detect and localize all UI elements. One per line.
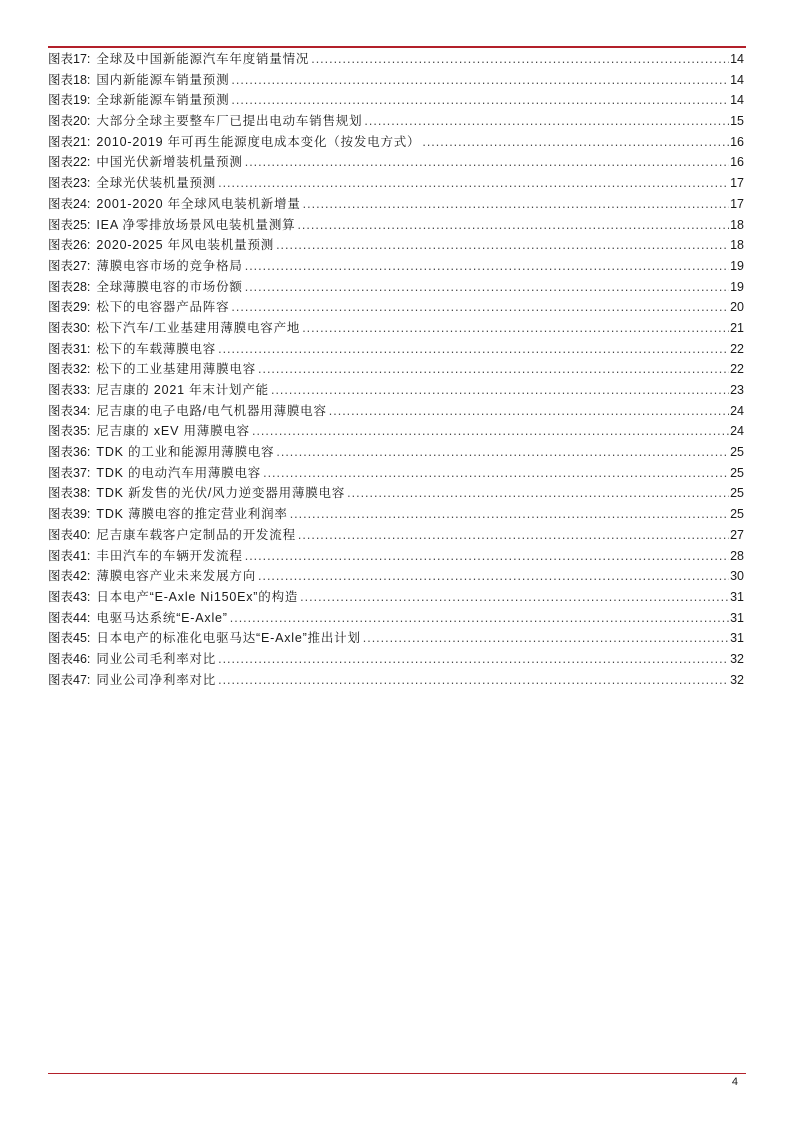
toc-entry-title: 国内新能源车销量预测 [96, 72, 230, 87]
toc-entry-number: 34 [73, 403, 87, 418]
toc-entry-title: 松下汽车/工业基建用薄膜电容产地 [96, 320, 301, 335]
toc-entry-title: 2001-2020 年全球风电装机新增量 [96, 196, 301, 211]
toc-entry-prefix: 图表 [48, 465, 74, 480]
toc-entry[interactable] [48, 215, 744, 236]
toc-dot-leader [218, 649, 729, 670]
toc-dot-leader [258, 359, 729, 380]
toc-entry-colon: : [86, 134, 91, 149]
toc-entry-number: 32 [73, 362, 87, 377]
toc-entry-prefix: 图表 [48, 238, 74, 253]
toc-entry[interactable] [48, 421, 744, 442]
toc-entry[interactable] [48, 152, 744, 173]
toc-entry-title: 尼吉康车载客户定制品的开发流程 [96, 527, 296, 542]
toc-entry[interactable] [48, 256, 744, 277]
toc-entry-number: 25 [73, 217, 87, 232]
toc-entry-colon: : [86, 672, 91, 687]
toc-entry-title: TDK 新发售的光伏/风力逆变器用薄膜电容 [96, 486, 346, 501]
toc-entry-page: 22 [730, 362, 744, 377]
toc-entry-colon: : [86, 217, 91, 232]
toc-dot-leader [297, 215, 729, 236]
toc-dot-leader [363, 628, 729, 649]
toc-dot-leader [347, 483, 729, 504]
toc-entry-page: 25 [730, 445, 744, 460]
toc-entry-page: 25 [730, 486, 744, 501]
toc-entry-number: 24 [73, 196, 87, 211]
toc-entry-prefix: 图表 [48, 300, 74, 315]
toc-entry-number: 19 [73, 93, 87, 108]
toc-entry-page: 19 [730, 279, 744, 294]
toc-entry-page: 22 [730, 341, 744, 356]
toc-dot-leader [300, 587, 729, 608]
toc-entry-colon: : [86, 507, 91, 522]
footer-rule [48, 1073, 746, 1074]
toc-entry-page: 17 [730, 176, 744, 191]
toc-entry-prefix: 图表 [48, 341, 74, 356]
toc-dot-leader [245, 256, 729, 277]
toc-entry-colon: : [86, 569, 91, 584]
toc-dot-leader [311, 49, 729, 70]
toc-entry-page: 24 [730, 424, 744, 439]
toc-entry-page: 32 [730, 672, 744, 687]
toc-entry-page: 14 [730, 52, 744, 66]
toc-entry-number: 39 [73, 507, 87, 522]
toc-entry[interactable] [48, 235, 744, 256]
toc-entry[interactable] [48, 628, 744, 649]
toc-entry-prefix: 图表 [48, 320, 74, 335]
toc-entry-title: TDK 的工业和能源用薄膜电容 [96, 445, 275, 460]
toc-entry-number: 17 [73, 52, 87, 66]
toc-dot-leader [245, 546, 729, 567]
toc-entry-title: 全球新能源车销量预测 [96, 93, 230, 108]
toc-entry-page: 28 [730, 548, 744, 563]
toc-entry-page: 21 [730, 320, 744, 335]
toc-entry[interactable] [48, 483, 744, 504]
toc-entry-title: 大部分全球主要整车厂已提出电动车销售规划 [96, 114, 363, 129]
toc-dot-leader [303, 194, 729, 215]
toc-entry-prefix: 图表 [48, 114, 74, 129]
toc-entry-number: 33 [73, 383, 87, 397]
toc-entry-number: 35 [73, 424, 87, 439]
toc-dot-leader [230, 608, 729, 629]
toc-entry-number: 22 [73, 155, 87, 170]
toc-entry-page: 18 [730, 217, 744, 232]
toc-dot-leader [218, 670, 729, 691]
toc-entry-number: 30 [73, 320, 87, 335]
toc-entry[interactable] [48, 359, 744, 380]
toc-entry-number: 42 [73, 569, 87, 584]
toc-entry-number: 28 [73, 279, 87, 294]
toc-entry-colon: : [86, 631, 91, 646]
toc-entry-page: 30 [730, 569, 744, 584]
toc-entry-page: 23 [730, 383, 744, 397]
toc-entry-number: 31 [73, 341, 87, 356]
toc-dot-leader [231, 70, 729, 91]
toc-entry-title: 丰田汽车的车辆开发流程 [96, 548, 243, 563]
toc-entry-colon: : [86, 486, 91, 501]
toc-dot-leader [218, 173, 729, 194]
toc-entry-title: 尼吉康的 2021 年末计划产能 [96, 383, 269, 397]
toc-entry-colon: : [86, 72, 91, 87]
toc-entry-colon: : [86, 341, 91, 356]
toc-entry-colon: : [86, 424, 91, 439]
toc-entry-title: 尼吉康的 xEV 用薄膜电容 [96, 424, 250, 439]
toc-entry[interactable] [48, 339, 744, 360]
toc-entry-title: IEA 净零排放场景风电装机量测算 [96, 217, 296, 232]
toc-entry-page: 25 [730, 507, 744, 522]
toc-entry-colon: : [86, 300, 91, 315]
toc-entry-number: 45 [73, 631, 87, 646]
toc-entry-colon: : [86, 238, 91, 253]
toc-entry-number: 41 [73, 548, 87, 563]
toc-dot-leader [245, 152, 729, 173]
toc-entry-number: 47 [73, 672, 87, 687]
toc-entry[interactable] [48, 504, 744, 525]
toc-entry-page: 20 [730, 300, 744, 315]
toc-entry[interactable] [48, 49, 744, 70]
toc-entry-prefix: 图表 [48, 445, 74, 460]
toc-entry[interactable] [48, 546, 744, 567]
toc-entry[interactable] [48, 442, 744, 463]
toc-entry-colon: : [86, 527, 91, 542]
toc-dot-leader [364, 111, 729, 132]
toc-entry[interactable] [48, 132, 744, 153]
toc-dot-leader [298, 525, 729, 546]
toc-entry-page: 31 [730, 631, 744, 646]
toc-dot-leader [218, 339, 729, 360]
toc-entry-colon: : [86, 362, 91, 377]
toc-entry-prefix: 图表 [48, 507, 74, 522]
toc-entry-title: 电驱马达系统“E-Axle” [96, 610, 228, 625]
toc-entry-title: 薄膜电容市场的竞争格局 [96, 258, 243, 273]
toc-entry-colon: : [86, 548, 91, 563]
toc-entry-prefix: 图表 [48, 134, 74, 149]
toc-entry-colon: : [86, 155, 91, 170]
toc-entry-prefix: 图表 [48, 362, 74, 377]
toc-entry-page: 19 [730, 258, 744, 273]
toc-dot-leader [329, 401, 729, 422]
toc-entry[interactable] [48, 670, 744, 691]
toc-entry-prefix: 图表 [48, 217, 74, 232]
toc-entry[interactable] [48, 111, 744, 132]
header-rule [48, 46, 746, 48]
toc-entry-page: 31 [730, 610, 744, 625]
toc-entry-prefix: 图表 [48, 631, 74, 646]
toc-entry-prefix: 图表 [48, 279, 74, 294]
toc-dot-leader [422, 132, 729, 153]
toc-entry-page: 32 [730, 651, 744, 666]
toc-entry-title: 同业公司净利率对比 [96, 672, 217, 687]
toc-entry-number: 40 [73, 527, 87, 542]
toc-entry-title: 日本电产的标准化电驱马达“E-Axle”推出计划 [96, 631, 361, 646]
toc-entry-prefix: 图表 [48, 610, 74, 625]
toc-entry-number: 23 [73, 176, 87, 191]
toc-entry-prefix: 图表 [48, 52, 74, 66]
toc-entry-colon: : [86, 445, 91, 460]
toc-entry-number: 43 [73, 589, 87, 604]
toc-entry-title: 松下的电容器产品阵容 [96, 300, 230, 315]
toc-entry-number: 21 [73, 134, 87, 149]
toc-entry-title: 松下的车载薄膜电容 [96, 341, 217, 356]
toc-entry-number: 20 [73, 114, 87, 129]
page-number: 4 [731, 1076, 738, 1088]
toc-entry-page: 14 [730, 72, 744, 87]
toc-entry-prefix: 图表 [48, 258, 74, 273]
toc-entry-prefix: 图表 [48, 403, 74, 418]
toc-entry-title: 日本电产“E-Axle Ni150Ex”的构造 [96, 589, 299, 604]
toc-entry[interactable] [48, 587, 744, 608]
toc-entry-page: 16 [730, 134, 744, 149]
toc-dot-leader [271, 380, 729, 401]
toc-entry-prefix: 图表 [48, 155, 74, 170]
toc-entry[interactable] [48, 566, 744, 587]
toc-entry-colon: : [86, 465, 91, 480]
toc-entry-colon: : [86, 93, 91, 108]
toc-entry-page: 16 [730, 155, 744, 170]
toc-entry-title: 同业公司毛利率对比 [96, 651, 217, 666]
toc-entry-colon: : [86, 589, 91, 604]
toc-entry-colon: : [86, 610, 91, 625]
toc-entry-number: 44 [73, 610, 87, 625]
toc-entry-title: 薄膜电容产业未来发展方向 [96, 569, 257, 584]
toc-entry[interactable] [48, 318, 744, 339]
toc-entry-colon: : [86, 651, 91, 666]
toc-entry-colon: : [86, 196, 91, 211]
toc-entry[interactable] [48, 401, 744, 422]
toc-entry-title: 2020-2025 年风电装机量预测 [96, 238, 275, 253]
toc-entry-colon: : [86, 52, 91, 66]
toc-entry-title: 2010-2019 年可再生能源度电成本变化（按发电方式） [96, 134, 421, 149]
toc-entry-prefix: 图表 [48, 196, 74, 211]
toc-entry-number: 36 [73, 445, 87, 460]
toc-entry[interactable] [48, 277, 744, 298]
toc-entry-number: 26 [73, 238, 87, 253]
toc-entry-title: 全球薄膜电容的市场份额 [96, 279, 243, 294]
toc-entry-number: 37 [73, 465, 87, 480]
toc-entry-colon: : [86, 320, 91, 335]
toc-dot-leader [252, 421, 729, 442]
toc-entry-prefix: 图表 [48, 93, 74, 108]
figure-list [48, 49, 744, 690]
toc-entry-colon: : [86, 258, 91, 273]
toc-dot-leader [290, 504, 729, 525]
toc-dot-leader [276, 442, 729, 463]
toc-entry-number: 38 [73, 486, 87, 501]
toc-entry-page: 14 [730, 93, 744, 108]
toc-entry-colon: : [86, 279, 91, 294]
toc-entry-number: 29 [73, 300, 87, 315]
toc-dot-leader [258, 566, 729, 587]
toc-entry-title: 全球及中国新能源汽车年度销量情况 [96, 52, 310, 66]
toc-entry-colon: : [86, 114, 91, 129]
toc-entry[interactable] [48, 463, 744, 484]
toc-entry[interactable] [48, 173, 744, 194]
toc-entry-number: 27 [73, 258, 87, 273]
toc-entry-number: 18 [73, 72, 87, 87]
toc-entry-prefix: 图表 [48, 672, 74, 687]
toc-entry-page: 18 [730, 238, 744, 253]
toc-entry-prefix: 图表 [48, 176, 74, 191]
toc-entry-title: 尼吉康的电子电路/电气机器用薄膜电容 [96, 403, 327, 418]
toc-entry-prefix: 图表 [48, 424, 74, 439]
toc-entry[interactable] [48, 525, 744, 546]
toc-entry-title: 中国光伏新增装机量预测 [96, 155, 243, 170]
toc-entry[interactable] [48, 90, 744, 111]
toc-entry-title: TDK 的电动汽车用薄膜电容 [96, 465, 262, 480]
toc-entry-prefix: 图表 [48, 589, 74, 604]
toc-entry-colon: : [86, 383, 91, 397]
toc-entry[interactable] [48, 380, 744, 401]
toc-entry-prefix: 图表 [48, 651, 74, 666]
toc-dot-leader [276, 235, 729, 256]
toc-dot-leader [231, 297, 729, 318]
toc-dot-leader [245, 277, 729, 298]
toc-dot-leader [231, 90, 729, 111]
toc-entry[interactable] [48, 608, 744, 629]
toc-entry-prefix: 图表 [48, 72, 74, 87]
toc-entry[interactable] [48, 194, 744, 215]
toc-entry-colon: : [86, 403, 91, 418]
toc-dot-leader [263, 463, 729, 484]
toc-entry-prefix: 图表 [48, 548, 74, 563]
toc-entry-prefix: 图表 [48, 383, 74, 397]
toc-entry[interactable] [48, 297, 744, 318]
toc-entry-title: 松下的工业基建用薄膜电容 [96, 362, 257, 377]
toc-dot-leader [302, 318, 729, 339]
toc-entry-page: 25 [730, 465, 744, 480]
toc-entry-page: 31 [730, 589, 744, 604]
toc-entry[interactable] [48, 649, 744, 670]
toc-entry[interactable] [48, 70, 744, 91]
toc-entry-prefix: 图表 [48, 486, 74, 501]
toc-entry-prefix: 图表 [48, 569, 74, 584]
toc-entry-prefix: 图表 [48, 527, 74, 542]
toc-entry-colon: : [86, 176, 91, 191]
toc-entry-title: 全球光伏装机量预测 [96, 176, 217, 191]
toc-entry-number: 46 [73, 651, 87, 666]
toc-entry-page: 15 [730, 114, 744, 129]
toc-entry-page: 17 [730, 196, 744, 211]
toc-entry-page: 27 [730, 527, 744, 542]
toc-entry-page: 24 [730, 403, 744, 418]
toc-entry-title: TDK 薄膜电容的推定营业利润率 [96, 507, 288, 522]
